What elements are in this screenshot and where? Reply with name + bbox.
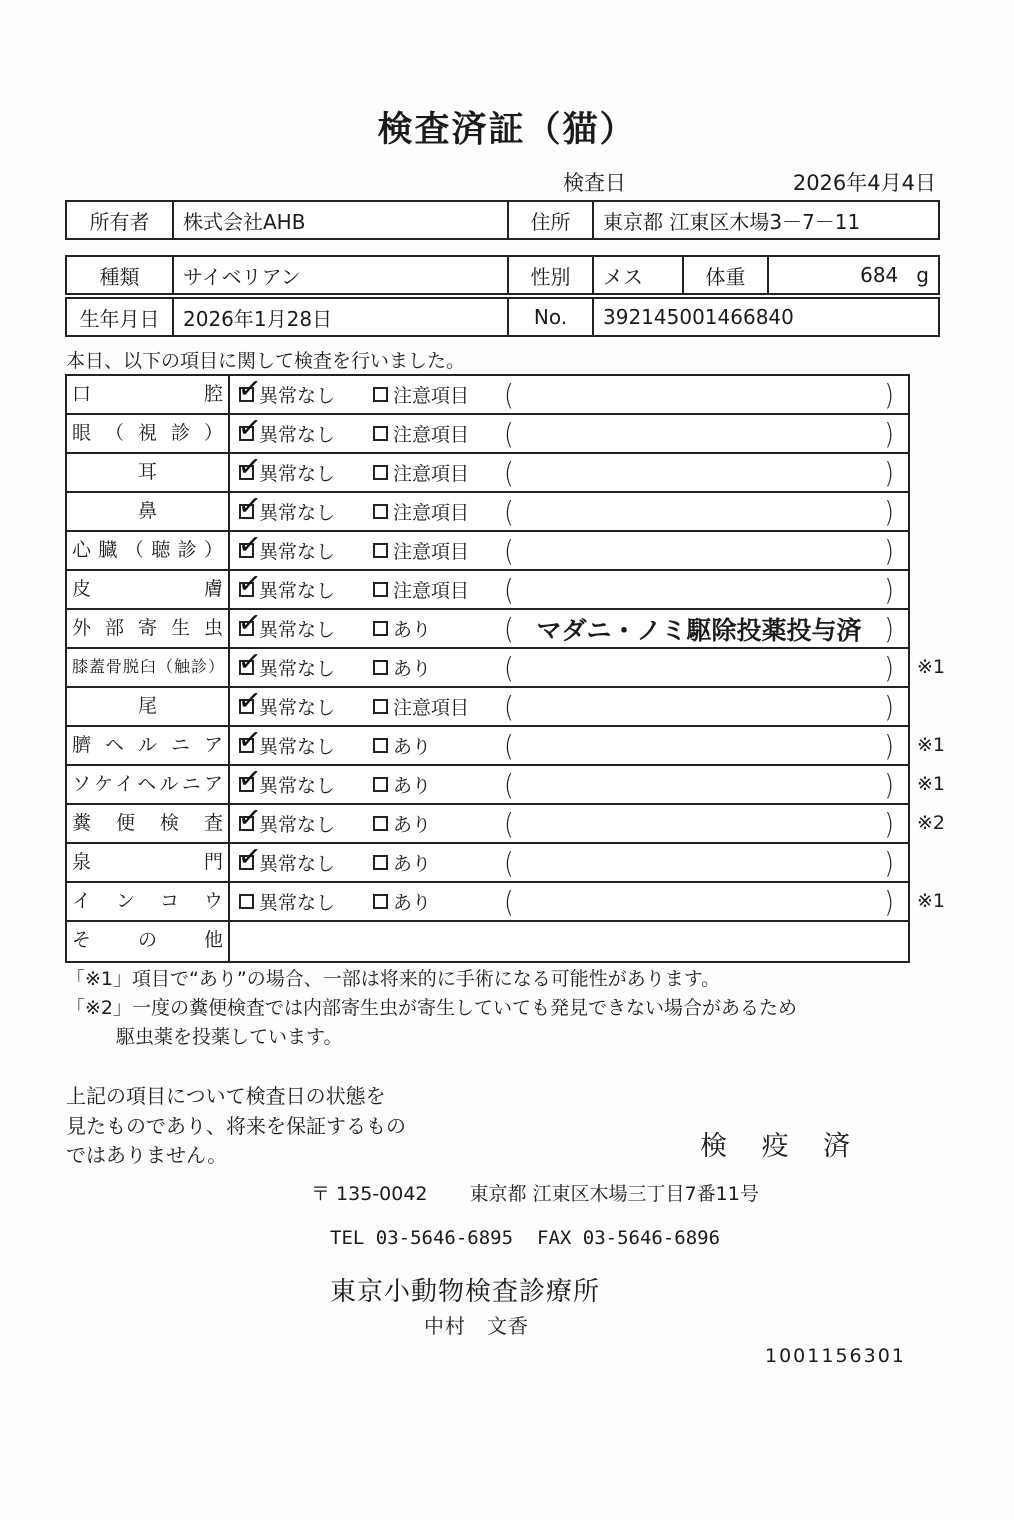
exam-checkbox-group [230,493,502,530]
weight-label: 体重 [682,257,767,293]
exam-row [67,571,908,610]
checkbox-attention[interactable] [373,576,469,603]
checkbox-no-abnormality-label: 異常なし [259,658,336,680]
checkbox-attention-box[interactable] [373,699,388,714]
checkbox-no-abnormality-box[interactable] [239,777,254,792]
footnote-mark: ※1 [917,773,946,795]
paren-open: ( [504,533,514,568]
exam-checkbox-group [230,415,502,452]
exam-item-label: 尾 [67,688,230,725]
clinic-name: 東京小動物検査診療所 [330,1277,601,1307]
footnote-2: 「※2」一度の糞便検査では内部寄生虫が寄生していても発見できない場合があるため [66,997,798,1019]
footnote-2-continued: 駆虫薬を投薬しています。 [116,1026,343,1048]
checkbox-attention-label: あり [393,814,432,836]
weight-unit: g [916,263,929,287]
birthdate-value: 2026年1月28日 [172,299,507,335]
checkbox-attention-label: 注意項目 [393,463,470,485]
exam-item-label: 泉門 [67,844,230,881]
exam-item-label: 口腔 [67,376,230,413]
no-label: No. [507,299,592,335]
birthdate-row [65,297,940,337]
exam-row [67,922,908,961]
checkbox-attention-box[interactable] [373,816,388,831]
exam-item-label: 皮膚 [67,571,230,608]
checkbox-attention[interactable] [373,420,469,447]
checkbox-no-abnormality-label: 異常なし [259,385,336,407]
breed-value: サイベリアン [172,257,507,293]
exam-checkbox-group [230,844,502,881]
footnote-mark: ※1 [917,890,946,912]
exam-row [67,766,946,805]
footnotes-block [66,965,797,1052]
exam-note-field [502,805,908,842]
paren-close: ) [884,806,894,841]
exam-table [65,374,946,963]
paren-open: ( [504,689,514,724]
checkbox-no-abnormality-label: 異常なし [259,736,336,758]
checkbox-no-abnormality-box[interactable] [239,465,254,480]
checkbox-attention-label: 注意項目 [393,385,470,407]
checkbox-attention[interactable] [373,537,469,564]
paren-open: ( [504,494,514,529]
paren-open: ( [504,377,514,412]
clinic-tel: TEL 03-5646-6895 [330,1227,514,1249]
exam-note-field [502,415,908,452]
checkbox-no-abnormality-label: 異常なし [259,502,336,524]
paren-close: ) [884,455,894,490]
checkbox-attention-box[interactable] [373,504,388,519]
checkbox-no-abnormality-box[interactable] [239,543,254,558]
exam-item-label: 糞便検査 [67,805,230,842]
paren-open: ( [504,416,514,451]
checkbox-attention[interactable] [373,615,431,642]
checkbox-no-abnormality[interactable] [239,537,373,564]
checkbox-attention-box[interactable] [373,621,388,636]
clinic-fax: FAX 03-5646-6896 [537,1227,721,1249]
checkbox-no-abnormality-box[interactable] [239,504,254,519]
exam-row [67,454,908,493]
checkbox-no-abnormality-box[interactable] [239,894,254,909]
checkbox-attention-box[interactable] [373,777,388,792]
paren-open: ( [504,611,514,646]
footnote-mark: ※1 [917,734,946,756]
clinic-address: 東京都 江東区木場三丁目7番11号 [469,1183,759,1205]
checkbox-no-abnormality[interactable] [239,615,373,642]
footnote-1: 「※1」項目で“あり”の場合、一部は将来的に手術になる可能性があります。 [66,968,721,990]
exam-note-field [502,688,908,725]
footnote-mark: ※2 [917,812,946,834]
exam-checkbox-group [230,883,502,920]
checkbox-attention-label: あり [393,892,432,914]
address-label: 住所 [507,202,592,238]
weight-cell [767,257,938,293]
paren-open: ( [504,845,514,880]
paren-open: ( [504,572,514,607]
document-number: 1001156301 [765,1345,906,1367]
checkbox-no-abnormality-box[interactable] [239,660,254,675]
exam-row [67,415,908,454]
checkbox-attention[interactable] [373,810,431,837]
exam-note-field [502,493,908,530]
checkbox-no-abnormality[interactable] [239,381,373,408]
checkbox-no-abnormality-box[interactable] [239,426,254,441]
checkbox-attention-box[interactable] [373,738,388,753]
checkbox-no-abnormality-box[interactable] [239,855,254,870]
exam-row [67,688,908,727]
checkbox-no-abnormality-label: 異常なし [259,463,336,485]
exam-item-label: その他 [67,922,230,961]
checkbox-attention-label: 注意項目 [393,424,470,446]
inspection-date-line [563,167,936,197]
checkbox-no-abnormality[interactable] [239,888,373,915]
owner-label: 所有者 [89,209,150,234]
checkbox-no-abnormality-label: 異常なし [259,619,336,641]
exam-row [67,649,946,688]
checkbox-attention[interactable] [373,381,469,408]
checkbox-no-abnormality[interactable] [239,693,373,720]
checkbox-attention-label: 注意項目 [393,580,470,602]
exam-item-label: 臍ヘルニア [67,727,230,764]
checkbox-no-abnormality-label: 異常なし [259,541,336,563]
checkbox-attention-label: あり [393,775,432,797]
checkbox-no-abnormality-box[interactable] [239,699,254,714]
checkbox-no-abnormality[interactable] [239,654,373,681]
paren-close: ) [884,728,894,763]
sex-value: メス [592,257,682,293]
exam-row [67,610,908,649]
checkbox-attention[interactable] [373,693,469,720]
paren-open: ( [504,728,514,763]
checkbox-no-abnormality[interactable] [239,810,373,837]
footnote-mark: ※1 [917,656,946,678]
exam-item-label: 心臓（聴診） [67,532,230,569]
checkbox-no-abnormality[interactable] [239,576,373,603]
paren-close: ) [884,494,894,529]
checkbox-attention-label: あり [393,619,432,641]
checkbox-no-abnormality-box[interactable] [239,816,254,831]
paren-close: ) [884,845,894,880]
checkbox-attention-box[interactable] [373,426,388,441]
exam-checkbox-group [230,376,502,413]
checkbox-attention-box[interactable] [373,387,388,402]
checkbox-attention[interactable] [373,498,469,525]
address-value: 東京都 江東区木場3－7－11 [592,202,938,238]
checkbox-attention-label: 注意項目 [393,697,470,719]
exam-note-text: マダニ・ノミ駆除投薬投与済 [536,615,862,645]
exam-checkbox-group [230,727,502,764]
disclaimer-block [66,1082,406,1171]
exam-checkbox-group [230,610,502,647]
intro-text: 本日、以下の項目に関して検査を行いました。 [66,350,466,372]
checkbox-attention-label: あり [393,853,432,875]
checkbox-attention[interactable] [373,654,431,681]
exam-checkbox-group [230,454,502,491]
weight-value: 684 [860,263,899,287]
paren-open: ( [504,884,514,919]
checkbox-attention-box[interactable] [373,582,388,597]
checkbox-no-abnormality-label: 異常なし [259,892,336,914]
exam-row [67,493,908,532]
clinic-postal-code: 〒 135-0042 [311,1183,428,1205]
owner-value: 株式会社AHB [172,202,507,238]
checkbox-attention[interactable] [373,849,431,876]
exam-item-label: 耳 [67,454,230,491]
paren-close: ) [884,767,894,802]
checkbox-attention[interactable] [373,771,431,798]
paren-close: ) [884,533,894,568]
exam-note-field [502,649,908,686]
exam-note-field [502,883,908,920]
breed-row [65,255,940,295]
exam-item-label: インコウ [67,883,230,920]
paren-close: ) [884,650,894,685]
exam-note-field [502,571,908,608]
paren-open: ( [504,650,514,685]
disclaimer-line-3: ではありません。 [66,1143,228,1167]
checkbox-attention-label: 注意項目 [393,541,470,563]
checkbox-no-abnormality[interactable] [239,849,373,876]
checkbox-attention-box[interactable] [373,855,388,870]
exam-note-field [502,844,908,881]
exam-row [67,532,908,571]
exam-note-field [502,532,908,569]
exam-row [67,376,908,415]
checkbox-attention[interactable] [373,732,431,759]
checkbox-no-abnormality-box[interactable] [239,582,254,597]
paren-close: ) [884,416,894,451]
checkbox-no-abnormality-box[interactable] [239,621,254,636]
checkbox-attention-label: あり [393,658,432,680]
checkbox-no-abnormality[interactable] [239,771,373,798]
disclaimer-line-1: 上記の項目について検査日の状態を [66,1084,386,1108]
paren-close: ) [884,689,894,724]
checkbox-no-abnormality[interactable] [239,498,373,525]
inspection-date-label: 検査日 [563,171,626,195]
paren-close: ) [884,377,894,412]
exam-item-label: 鼻 [67,493,230,530]
exam-item-label: 外部寄生虫 [67,610,230,647]
exam-checkbox-group [230,805,502,842]
checkbox-no-abnormality-label: 異常なし [259,424,336,446]
exam-note-field [502,727,908,764]
checkbox-no-abnormality-label: 異常なし [259,775,336,797]
checkbox-attention-box[interactable] [373,660,388,675]
paren-open: ( [504,455,514,490]
clinic-contact-line [330,1227,720,1249]
paren-open: ( [504,767,514,802]
exam-row [67,883,946,922]
clinic-address-line [311,1179,759,1206]
checkbox-attention-label: 注意項目 [393,502,470,524]
exam-row [67,844,908,883]
exam-note-field [502,610,908,647]
checkbox-attention[interactable] [373,888,431,915]
checkbox-attention-box[interactable] [373,543,388,558]
checkbox-no-abnormality-label: 異常なし [259,853,336,875]
exam-item-label: 眼（視診） [67,415,230,452]
exam-item-label: 膝蓋骨脱臼（触診） [67,649,230,686]
checkbox-attention-box[interactable] [373,894,388,909]
page-title: 検査済証（猫） [377,110,637,150]
exam-checkbox-group [230,571,502,608]
exam-checkbox-group [230,532,502,569]
checkbox-no-abnormality-label: 異常なし [259,814,336,836]
exam-note-field [502,766,908,803]
exam-checkbox-group [230,688,502,725]
checkbox-no-abnormality[interactable] [239,459,373,486]
exam-note-field [502,376,908,413]
exam-item-label: ソケイヘルニア [67,766,230,803]
checkbox-no-abnormality-box[interactable] [239,738,254,753]
paren-close: ) [884,611,894,646]
exam-checkbox-group [230,649,502,686]
paren-open: ( [504,806,514,841]
no-value: 392145001466840 [592,299,938,335]
exam-checkbox-group [230,766,502,803]
checkbox-attention-box[interactable] [373,465,388,480]
exam-row [67,805,946,844]
disclaimer-line-2: 見たものであり、将来を保証するもの [66,1113,406,1138]
breed-label: 種類 [99,264,140,289]
inspection-date-value: 2026年4月4日 [792,171,936,195]
exam-note-field [502,454,908,491]
veterinarian-name: 中村 文香 [424,1314,529,1338]
owner-row [65,200,940,240]
checkbox-no-abnormality-label: 異常なし [259,580,336,602]
paren-close: ) [884,884,894,919]
checkbox-no-abnormality-label: 異常なし [259,697,336,719]
quarantine-stamp: 検 疫 済 [700,1131,864,1162]
checkbox-no-abnormality[interactable] [239,732,373,759]
sex-label: 性別 [507,257,592,293]
paren-close: ) [884,572,894,607]
checkbox-no-abnormality[interactable] [239,420,373,447]
checkbox-no-abnormality-box[interactable] [239,387,254,402]
exam-row [67,727,946,766]
checkbox-attention-label: あり [393,736,432,758]
checkbox-attention[interactable] [373,459,469,486]
birthdate-label: 生年月日 [79,306,160,331]
